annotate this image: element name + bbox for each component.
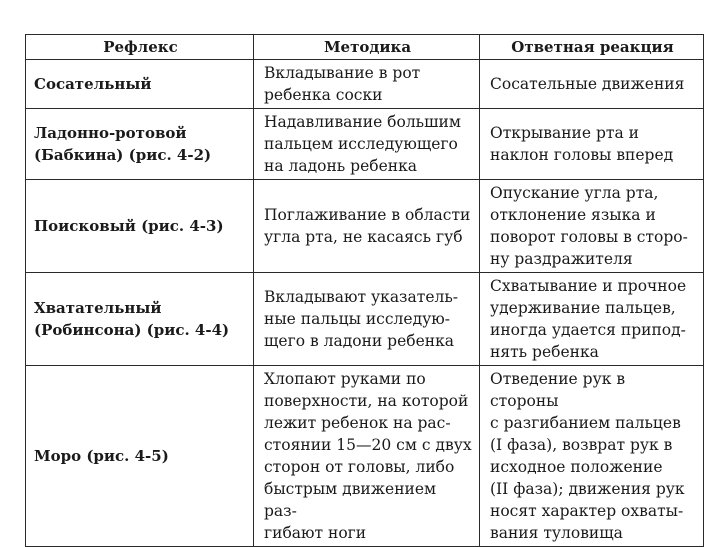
table-row (26, 366, 704, 547)
table-row (26, 273, 704, 366)
reflex-cell (26, 60, 254, 109)
response-cell (480, 180, 704, 273)
reflex-name: Ладонно-ротовой (Бабкина) (рис. 4-2) (34, 124, 212, 164)
method-cell (254, 273, 480, 366)
response-cell (480, 366, 704, 547)
response-cell (480, 60, 704, 109)
reflex-name: Сосательный (34, 75, 152, 93)
response-text: Опускание угла рта, отклонение языка и поворот головы в сторо- ну раздражителя (490, 184, 688, 268)
method-text: Надавливание большим пальцем исследующего на ладонь ребенка (264, 113, 461, 175)
response-text: Открывание рта и наклон головы вперед (490, 124, 674, 164)
method-text: Хлопают руками по поверхности, на которой лежит ребенок на рас- стоянии 15—20 см с двух сторон от головы, либо быстрым движением раз- гибают ноги (264, 370, 472, 542)
method-cell (254, 109, 480, 180)
reflex-cell (26, 273, 254, 366)
response-cell (480, 273, 704, 366)
header-response: Ответная реакция (480, 35, 704, 60)
method-text: Вкладывают указатель- ные пальцы исследую- щего в ладони ребенка (264, 288, 459, 350)
reflex-name: Поисковый (рис. 4-3) (34, 217, 224, 235)
header-reflex: Рефлекс (26, 35, 254, 60)
response-cell (480, 109, 704, 180)
response-text: Схватывание и прочное удерживание пальцев, иногда удается припод- нять ребенка (490, 277, 687, 361)
method-text: Вкладывание в рот ребенка соски (264, 64, 421, 104)
header-method: Методика (254, 35, 480, 60)
reflex-name: Моро (рис. 4-5) (34, 447, 169, 465)
method-cell (254, 60, 480, 109)
table-row (26, 60, 704, 109)
table-row (26, 109, 704, 180)
table-row (26, 180, 704, 273)
method-cell (254, 180, 480, 273)
method-cell (254, 366, 480, 547)
response-text: Сосательные движения (490, 75, 685, 93)
reflex-cell (26, 366, 254, 547)
reflex-cell (26, 180, 254, 273)
response-text: Отведение рук в стороны с разгибанием пальцев (I фаза), возврат рук в исходное положение (II фаза); движения рук носят характер охваты- вания туловища (490, 370, 685, 542)
reflex-cell (26, 109, 254, 180)
method-text: Поглаживание в области угла рта, не касаясь губ (264, 206, 471, 246)
reflex-name: Хватательный (Робинсона) (рис. 4-4) (34, 299, 230, 339)
table-header-row (26, 35, 704, 60)
reflex-table (25, 34, 704, 547)
